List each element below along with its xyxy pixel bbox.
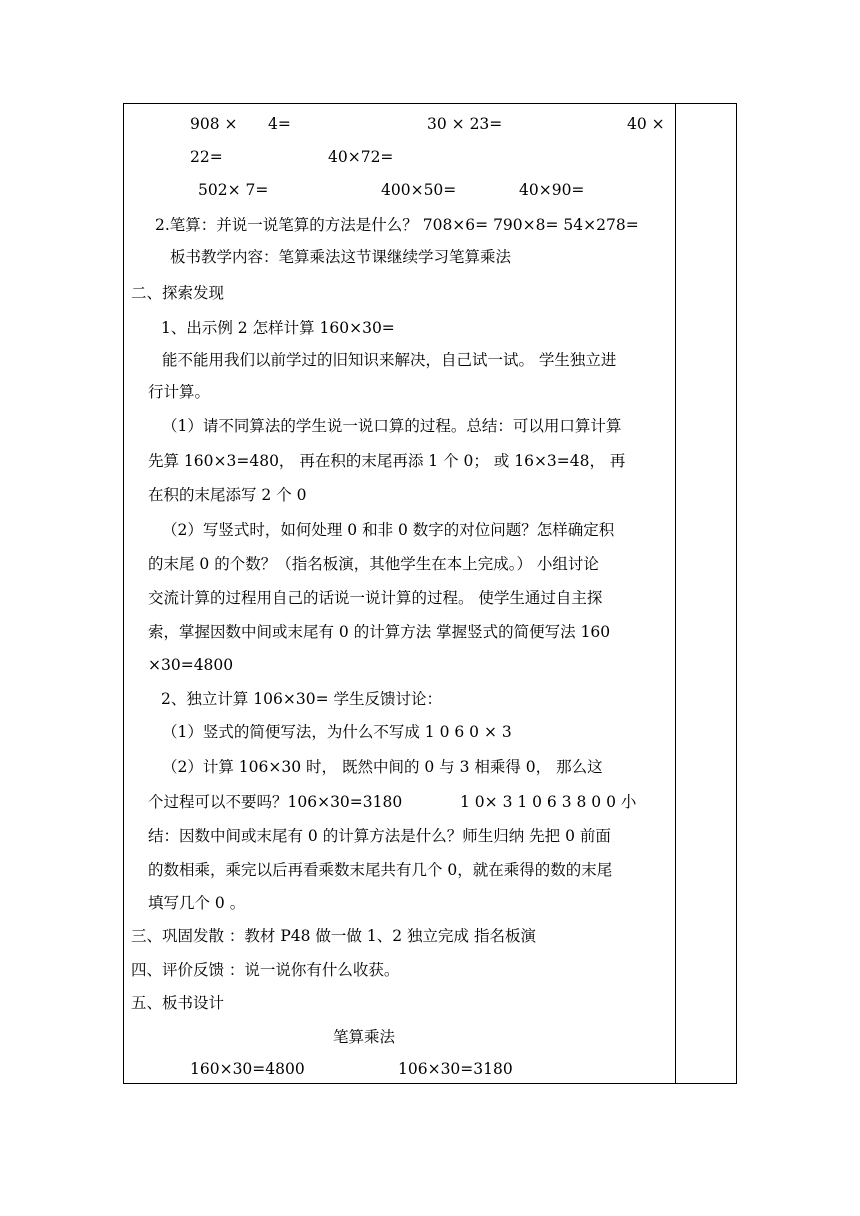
text-line: 的末尾 0 的个数？（指名板演，其他学生在本上完成。） 小组讨论 [148, 555, 599, 573]
text-line: 在积的末尾添写 2 个 0 [148, 486, 307, 504]
text-line: 交流计算的过程用自己的话说一说计算的过程。 使学生通过自主探 [148, 589, 603, 607]
calc-30x23: 30 × 23= [427, 115, 503, 133]
table-column-divider [675, 103, 676, 1084]
calc-40x22-a: 40 × [627, 115, 665, 133]
example-2: 1、出示例 2 怎样计算 160×30= [161, 319, 395, 337]
calc-40x22-b: 22= [190, 148, 223, 166]
text-line: （2）计算 106×30 时， 既然中间的 0 与 3 相乘得 0， 那么这 [162, 758, 603, 776]
board-content: 板书教学内容：笔算乘法这节课继续学习笔算乘法 [170, 248, 512, 266]
text-line: 个过程可以不要吗？106×30=3180 [148, 793, 403, 811]
text-line: （1）竖式的简便写法，为什么不写成 1 0 6 0 × 3 [162, 723, 512, 741]
calc-908x4-b: 4= [268, 115, 291, 133]
calc-908x4-a: 908 × [190, 115, 238, 133]
section-consolidate: 三、巩固发散 ：教材 P48 做一做 1、2 独立完成 指名板演 [131, 927, 536, 945]
section-evaluate: 四、评价反馈 ：说一说你有什么收获。 [131, 961, 400, 979]
text-line: 索，掌握因数中间或末尾有 0 的计算方法 掌握竖式的简便写法 160 [148, 623, 611, 641]
text-line: 先算 160×3=480， 再在积的末尾再添 1 个 0； 或 16×3=48， 再 [148, 452, 626, 470]
calc-400x50: 400×50= [381, 181, 457, 199]
board-example-1: 160×30=4800 [190, 1060, 305, 1078]
text-line: （2）写竖式时，如何处理 0 和非 0 数字的对位问题？怎样确定积 [162, 521, 615, 539]
text-line: 填写几个 0 。 [148, 894, 246, 912]
independent-calc: 2、独立计算 106×30= 学生反馈讨论： [161, 690, 442, 708]
text-line: 能不能用我们以前学过的旧知识来解决，自己试一试。 学生独立进 [162, 351, 617, 369]
board-example-2: 106×30=3180 [398, 1060, 513, 1078]
section-board-design: 五、板书设计 [131, 994, 225, 1012]
text-line: ×30=4800 [148, 656, 234, 674]
section-explore: 二、探索发现 [131, 284, 225, 302]
text-line: 的数相乘，乘完以后再看乘数末尾共有几个 0，就在乘得的数的末尾 [148, 861, 613, 879]
calc-502x7: 502× 7= [198, 181, 269, 199]
text-line: 结：因数中间或末尾有 0 的计算方法是什么？师生归纳 先把 0 前面 [148, 827, 611, 845]
text-line: （1）请不同算法的学生说一说口算的过程。总结：可以用口算计算 [162, 417, 622, 435]
board-title: 笔算乘法 [333, 1028, 396, 1046]
text-line: 行计算。 [148, 383, 211, 401]
text-line: 1 0× 3 1 0 6 3 8 0 0 小 [460, 793, 637, 811]
written-calc-task: 2.笔算：并说一说笔算的方法是什么？ 708×6= 790×8= 54×278= [155, 216, 639, 234]
calc-40x72: 40×72= [328, 148, 394, 166]
calc-40x90: 40×90= [519, 181, 585, 199]
